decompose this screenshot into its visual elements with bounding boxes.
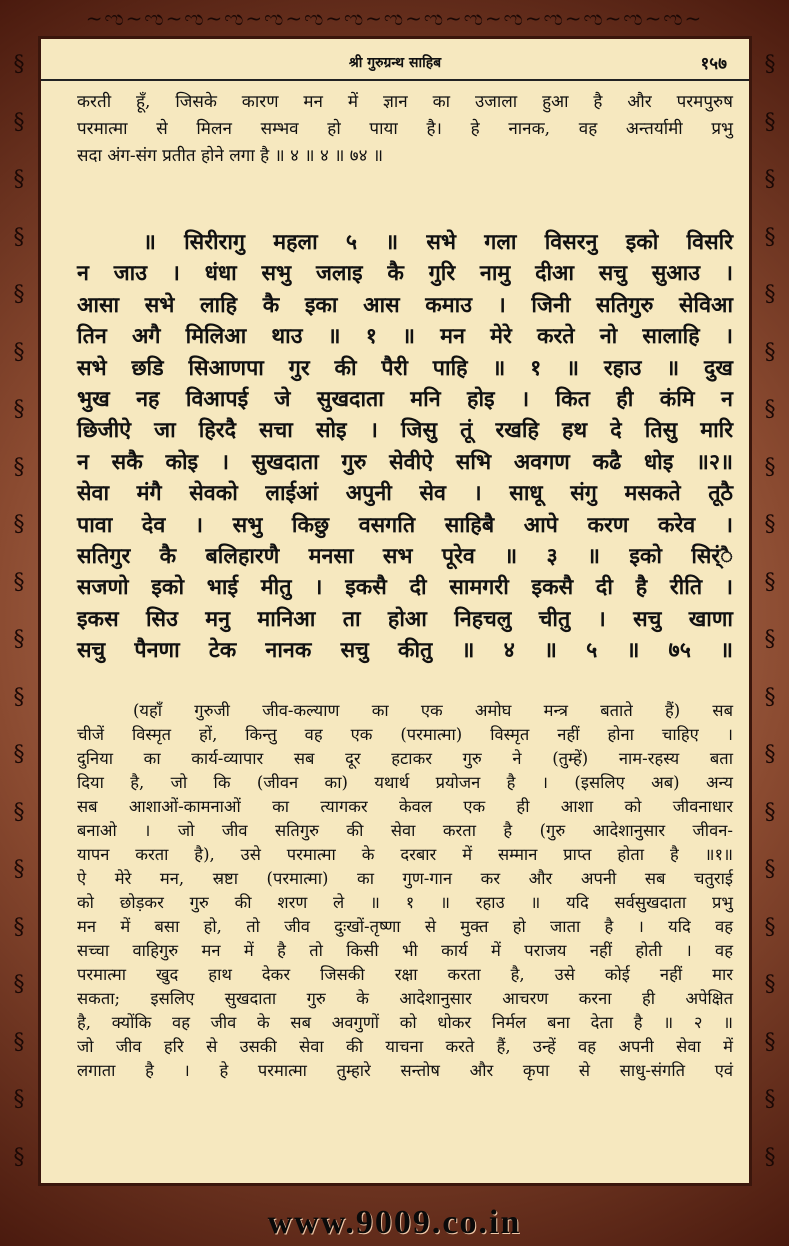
intro-paragraph	[77, 89, 733, 170]
verse-line: इकस सिउ मनु मानिआ ता होआ निहचलु चीतु । सचु खाणा	[77, 606, 733, 632]
gloss-line: लगाता है । हे परमात्मा तुम्हारे सन्तोष और कृपा से साधु-संगति एवं	[77, 1061, 733, 1080]
verse-line: सजणो इको भाई मीतु । इकसै दी सामगरी इकसै दी है रीति ।	[77, 575, 733, 601]
right-scroll-ornament: § § § § § § § § § § § § § § § § § § § §	[764, 52, 776, 1170]
translation-block	[77, 699, 733, 1083]
verse-line: तिन अगै मिलिआ थाउ ॥ १ ॥ मन मेरे करते नो सालाहि ।	[77, 324, 733, 350]
verse-line: सतिगुर कै बलिहारणै मनसा सभ पूरेव ॥ ३ ॥ इको सिर्ंै	[77, 544, 733, 570]
verse-line: न जाउ । धंधा सभु जलाइ कै गुरि नामु दीआ सचु सुआउ ।	[77, 261, 733, 287]
page-header	[41, 51, 749, 81]
gloss-line: दुनिया का कार्य-व्यापार सब दूर हटाकर गुरु ने (तुम्हें) नाम-रहस्य बता	[77, 749, 733, 768]
verse-line: सचु पैनणा टेक नानक सचु कीतु ॥ ४ ॥ ५ ॥ ७५ ॥	[77, 638, 733, 664]
gloss-line: सब आशाओं-कामनाओं का त्यागकर केवल एक ही आशा को जीवनाधार	[77, 797, 733, 816]
text-line: परमात्मा से मिलन सम्भव हो पाया है। हे नानक, वह अन्तर्यामी प्रभु	[77, 119, 733, 139]
page-title: श्री गुरुग्रन्थ साहिब	[348, 55, 442, 71]
text-line: करती हूँ, जिसके कारण मन में ज्ञान का उजाला हुआ है और परमपुरुष	[77, 92, 733, 112]
verse-line: न सकै कोइ । सुखदाता गुरु सेवीऐ सभि अवगण कढै धोइ ॥२॥	[77, 449, 733, 475]
gloss-line: को छोड़कर गुरु की शरण ले ॥ १ ॥ रहाउ ॥ यदि सर्वसुखदाता प्रभु	[77, 893, 733, 912]
scripture-page	[38, 36, 752, 1186]
gloss-line: मन में बसा हो, तो जीव दुःखों-तृष्णा से मुक्त हो जाता है । यदि वह	[77, 917, 733, 936]
gloss-line: परमात्मा खुद हाथ देकर जिसकी रक्षा करता है, उसे कोई नहीं मार	[77, 965, 733, 984]
gloss-line: सकता; इसलिए सुखदाता गुरु के आदेशानुसार आचरण करना ही अपेक्षित	[77, 989, 733, 1008]
gloss-line: बनाओ । जो जीव सतिगुरु की सेवा करता है (गुरु आदेशानुसार जीवन-	[77, 821, 733, 840]
verse-line: छिजीऐ जा हिरदै सचा सोइ । जिसु तूं रखहि हथ दे तिसु मारि	[77, 418, 733, 444]
bottom-scroll-ornament	[0, 1186, 789, 1246]
gloss-line: चीजें विस्मृत हों, किन्तु वह एक (परमात्मा) विस्मृत नहीं होना चाहिए ।	[77, 725, 733, 744]
gloss-line: दिया है, जो कि (जीवन का) यथार्थ प्रयोजन है । (इसलिए अब) अन्य	[77, 773, 733, 792]
gloss-line: है, क्योंकि वह जीव के सब अवगुणों को धोकर निर्मल बना देता है ॥ २ ॥	[77, 1013, 733, 1032]
top-scroll-ornament: ~ಌ~ಌ~ಌ~ಌ~ಌ~ಌ~ಌ~ಌ~ಌ~ಌ~ಌ~ಌ~ಌ~ಌ~ಌ~	[85, 6, 704, 30]
verse-line: भुख नह विआपई जे सुखदाता मनि होइ । कित ही कंमि न	[77, 387, 733, 413]
verse-line: पावा देव । सभु किछु वसगति साहिबै आपे करण करेव ।	[77, 512, 733, 538]
gloss-line: सच्चा वाहिगुरु मन में है तो किसी भी कार्य में पराजय नहीं होती । वह	[77, 941, 733, 960]
gloss-line: (यहाँ गुरुजी जीव-कल्याण का एक अमोघ मन्त्र बताते हैं) सब	[133, 701, 733, 720]
verse-line: सभे छडि सिआणपा गुर की पैरी पाहि ॥ १ ॥ रहाउ ॥ दुख	[77, 355, 733, 381]
gloss-line: ऐ मेरे मन, स्रष्टा (परमात्मा) का गुण-गान कर और अपनी सब चतुराई	[77, 869, 733, 888]
verse-line: ॥ सिरीरागु महला ५ ॥ सभे गला विसरनु इको विसरि	[143, 230, 733, 255]
gloss-line: जो जीव हरि से उसकी सेवा की याचना करते हैं, उन्हें वह अपनी सेवा में	[77, 1037, 733, 1056]
verse-block	[77, 227, 733, 667]
verse-line: सेवा मंगै सेवको लाईआं अपुनी सेव । साधू संगु मसकते तूठै	[77, 481, 733, 507]
gloss-line: यापन करता है), उसे परमात्मा के दरबार में सम्मान प्राप्त होता है ॥१॥	[77, 845, 733, 864]
text-line: सदा अंग-संग प्रतीत होने लगा है ॥ ४ ॥ ४ ॥ ७४ ॥	[77, 146, 384, 166]
verse-line: आसा सभे लाहि कै इका आस कमाउ । जिनी सतिगुरु सेविआ	[77, 292, 733, 318]
website-url[interactable]: www.9009.co.in	[267, 1204, 522, 1241]
left-scroll-ornament: § § § § § § § § § § § § § § § § § § § §	[13, 52, 25, 1170]
page-number: १५७	[700, 54, 727, 74]
